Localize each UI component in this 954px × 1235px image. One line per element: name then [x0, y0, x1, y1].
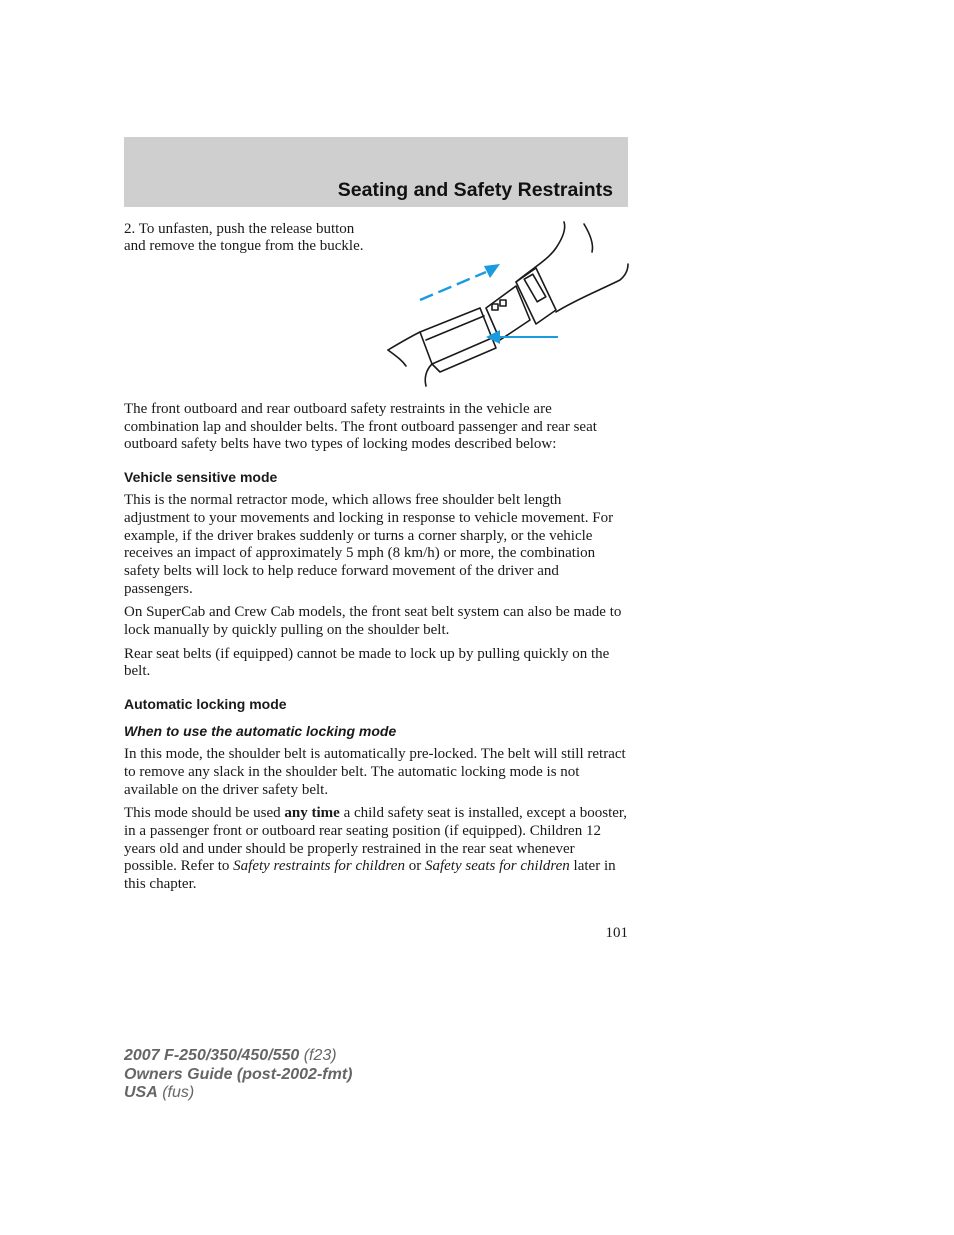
paragraph-locking-intro: The front outboard and rear outboard safety restraints in the vehicle are combination lap and shoulder belts. The front outboard passenger and rear seat outboard safety belts have two types of locking modes described below: [124, 401, 597, 453]
heading-vehicle-sensitive: Vehicle sensitive mode [124, 469, 278, 486]
pull-direction-arrow [420, 264, 500, 300]
subheading-when-to-use: When to use the automatic locking mode [124, 723, 397, 740]
seat-belt-illustration [380, 220, 630, 390]
page-number: 101 [605, 925, 628, 941]
paragraph-supercab: On SuperCab and Crew Cab models, the front seat belt system can also be made to lock manually by quickly pulling on the shoulder belt. [124, 604, 622, 639]
paragraph-rear-seat: Rear seat belts (if equipped) cannot be made to lock up by pulling quickly on the belt. [124, 645, 610, 680]
paragraph-automatic-mode: In this mode, the shoulder belt is automatically pre-locked. The belt will still retract to remove any slack in the shoulder belt. The automatic locking mode is not available on the driver safety belt. [124, 746, 626, 798]
section-header-band [124, 137, 628, 207]
unfasten-instruction: 2. To unfasten, push the release button and remove the tongue from the buckle. [124, 221, 364, 254]
reference-safety-seats-children: Safety seats for children [424, 858, 570, 875]
section-title: Seating and Safety Restraints [337, 179, 613, 201]
paragraph-child-seat: This mode should be used any time a child safety seat is installed, except a booster, in a passenger front or outboard rear seating position (if equipped). Children 12 years old and under should be properly restrained in the rear seat whenever possible. Refer to Safety restraints for children or Safety seats for children later in this chapter. [124, 805, 628, 893]
paragraph-vehicle-sensitive: This is the normal retractor mode, which allows free shoulder belt length adjustment to your movements and locking in response to vehicle movement. For example, if the driver brakes suddenly or turns a corner sharply, or the vehicle receives an impact of approximately 5 mph (8 km/h) or more, the combination safety belts will lock to help reduce forward movement of the driver and passengers. [124, 492, 614, 597]
heading-automatic-locking: Automatic locking mode [124, 696, 287, 713]
belt-webbing [516, 222, 565, 282]
emphasis-any-time: any time [284, 805, 340, 822]
reference-safety-restraints-children: Safety restraints for children [233, 858, 405, 875]
release-button-arrow [486, 330, 558, 344]
document-footer: 2007 F-250/350/450/550 (f23) Owners Guide (post-2002-fmt) USA (fus) [124, 1047, 353, 1101]
main-content [124, 401, 629, 900]
